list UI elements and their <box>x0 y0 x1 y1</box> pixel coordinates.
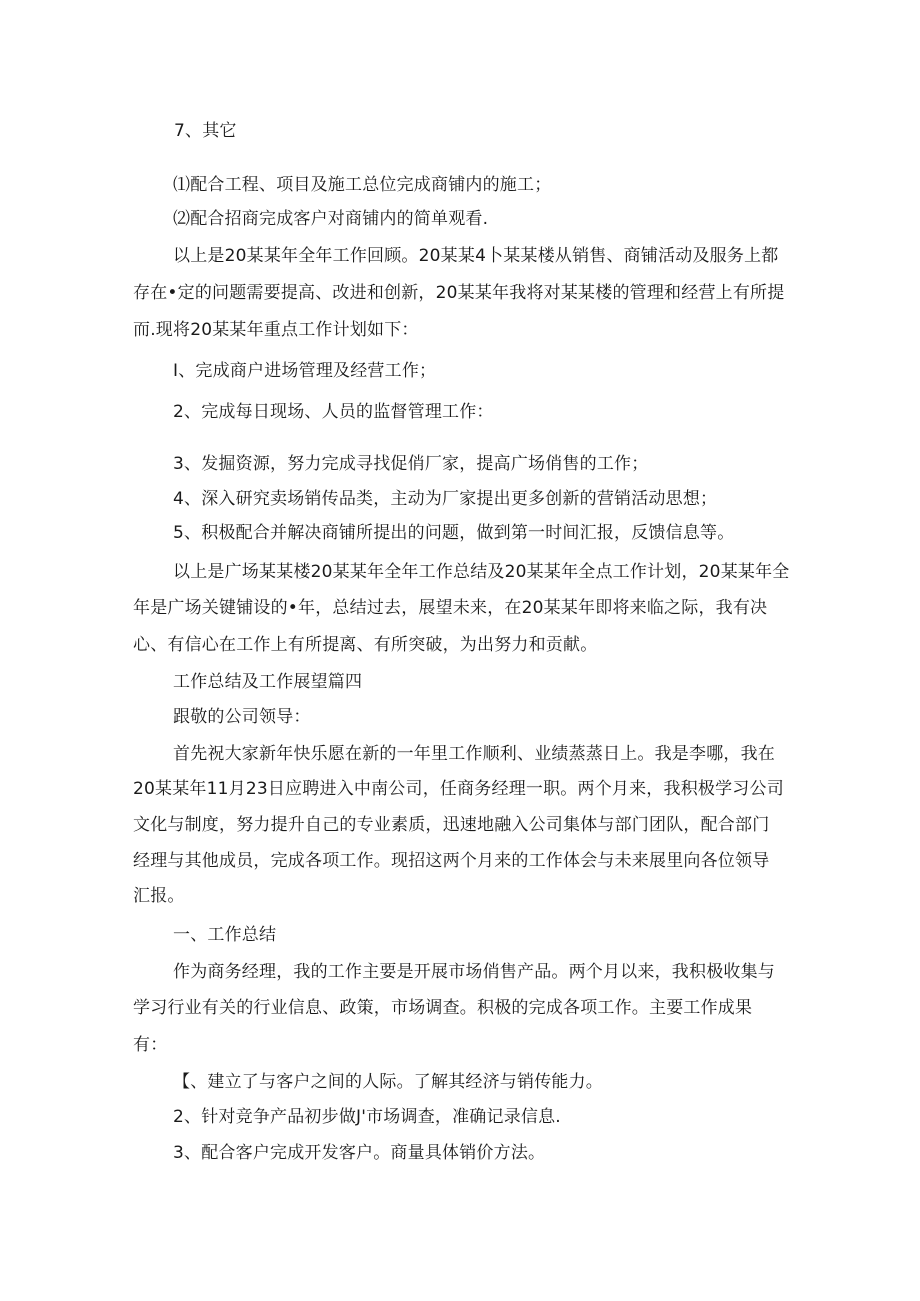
section-title: 工作总结及工作展望篇四 <box>173 672 363 692</box>
list-item: 2、完成每日现场、人员的监督管理工作： <box>173 402 494 422</box>
list-item: 3、发掘资源，努力完成寻找促俏厂家，提高广场俏售的工作； <box>173 454 649 474</box>
section-heading-work-summary: 一、工作总结 <box>173 925 277 945</box>
paragraph-line: 文化与制度，努力提升自己的专业素质，迅速地融入公司集体与部门团队，配合部门 <box>133 815 770 835</box>
list-item: ⑴配合工程、项目及施工总位完成商铺内的施工； <box>173 175 552 195</box>
list-item: 3、配合客户完成开发客户。商量具体销价方法。 <box>173 1143 546 1163</box>
paragraph-line: 学习行业有关的行业信息、政策，市场调查。积极的完成各项工作。主要工作成果 <box>133 998 753 1018</box>
paragraph-line: 以上是20某某年全年工作回顾。20某某4卜某某楼从销售、商铺活动及服务上都 <box>173 246 779 266</box>
paragraph-line: 作为商务经理，我的工作主要是开展市场俏售产品。两个月以来，我积极收集与 <box>173 962 775 982</box>
list-item: 2、针对竞争产品初步做J'市场调查，准确记录信息. <box>173 1107 561 1127</box>
paragraph-line: 年是广场关键铺设的•年，总结过去，展望未来，在20某某年即将来临之际，我有决 <box>133 598 768 618</box>
list-item: ⑵配合招商完成客户对商铺内的简单观看. <box>173 209 489 229</box>
paragraph-line: 经理与其他成员，完成各项工作。现招这两个月来的工作体会与未来展里向各位领导 <box>133 851 770 871</box>
list-item: I、完成商户进场管理及经营工作； <box>173 361 437 381</box>
paragraph-line: 以上是广场某某楼20某某年全年工作总结及20某某年全点工作计划，20某某年全 <box>173 562 790 582</box>
list-item: 5、积极配合并解决商铺所提出的问题，做到第一时间汇报，反馈信息等。 <box>173 523 735 543</box>
paragraph-line: 有： <box>133 1035 168 1055</box>
paragraph-line: 汇报。 <box>133 886 185 906</box>
paragraph-line: 首先祝大家新年快乐愿在新的一年里工作顺利、业绩蒸蒸日上。我是李哪，我在 <box>173 744 775 764</box>
list-item: 【、建立了与客户之间的人际。了解其经济与销传能力。 <box>173 1072 603 1092</box>
paragraph-line: 存在•定的问题需要提高、改进和创新，20某某年我将对某某楼的管理和经营上有所提 <box>133 283 785 303</box>
paragraph-line: 心、有信心在工作上有所提离、有所突破，为出努力和贡献。 <box>133 635 598 655</box>
section-heading-other: 7、其它 <box>174 121 237 141</box>
salutation: 跟敬的公司领导： <box>173 707 311 727</box>
paragraph-line: 而.现将20某某年重点工作计划如下： <box>133 320 419 340</box>
list-item: 4、深入研究卖场销传品类，主动为厂家提出更多创新的营销活动思想； <box>173 489 718 509</box>
paragraph-line: 20某某年11月23日应聘进入中南公司，任商务经理一职。两个月来，我积极学习公司 <box>133 779 784 799</box>
